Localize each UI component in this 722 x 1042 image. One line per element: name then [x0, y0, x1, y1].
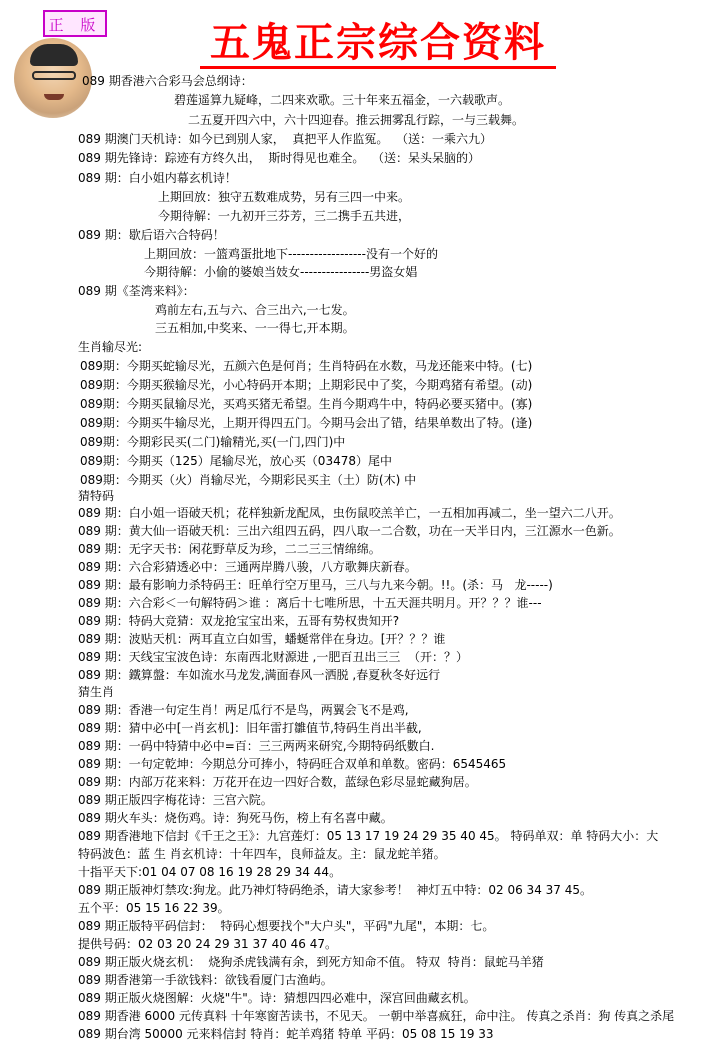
text-line: 今期待解：小偷的婆娘当妓女----------------男盗女娼: [144, 265, 418, 279]
page-title: 五鬼正宗综合资料: [210, 19, 546, 66]
text-line: 089期：今期买（火）肖输尽光，今期彩民买主（土）防(木) 中: [80, 473, 417, 487]
text-line: 十指平天下:01 04 07 08 16 19 28 29 34 44。: [78, 865, 342, 879]
text-line: 碧莲遥算九疑峰，二四来欢歌。三十年来五福金，一六载歌声。: [174, 93, 511, 107]
text-line: 特码波色：蓝 生 肖玄机诗：十年四车，良师益友。主：鼠龙蛇羊猪。: [78, 847, 446, 861]
text-line: 089 期：无字天书：闲花野草反为珍，二二三三情绵绵。: [78, 542, 381, 556]
text-line: 089 期香港六合彩马会总纲诗：: [82, 74, 253, 88]
text-line: 089 期：天线宝宝波色诗：东南西北财源进 ,一肥百丑出三三 （开：？）: [78, 650, 468, 664]
text-line: 089期：今期买猴输尽光，小心特码开本期；上期彩民中了奖，今期鸡猪有希望。(动): [80, 378, 533, 392]
text-line: 089 期正版火烧玄机： 烧狗杀虎钱满有余，到死方知命不值。 特双 特肖：鼠蛇马羊猪: [78, 955, 544, 969]
text-line: 089 期：一句定乾坤：今期总分可捧小，特码旺合双单和单数。密码：6545465: [78, 757, 507, 771]
text-line: 089期：今期买蛇输尽光，五颜六色是何肖；生肖特码在水数，马龙还能来中特。(七): [80, 359, 533, 373]
text-line: 089 期香港地下信封《千王之王》：九宫莲灯：05 13 17 19 24 29 35 40 45。 特码单双：单 特码大小：大: [78, 829, 659, 843]
text-line: 089 期正版神灯禁攻:狗龙。此乃神灯特码绝杀，请大家参考！ 神灯五中特：02 06 34 37 45。: [78, 883, 592, 897]
text-line: 上期回放：一篮鸡蛋批地下------------------没有一个好的: [144, 247, 438, 261]
section-heading: 猜特码: [78, 489, 115, 503]
text-line: 089 期：白小姐一语破天机；花样独新龙配凤，虫伤鼠咬羔羊亡，一五相加再减二，坐一望六二八开。: [78, 506, 621, 520]
text-line: 089 期：最有影响力杀特码王：旺单行空万里马，三八与九来今朝。!!。(杀：马 龙-----): [78, 578, 553, 592]
text-line: 三五相加,中奖来、一一得七,开本期。: [155, 321, 355, 335]
text-line: 089 期：特码大竞猜：双龙抢宝宝出来，五哥有势权贵知开?: [78, 614, 400, 628]
text-line: 二五夏开四六中，六十四迎春。推云拥雾乱行踪，一与三载舞。: [188, 113, 525, 127]
edition-badge: 正 版: [43, 10, 107, 37]
text-line: 089 期：白小姐内幕玄机诗！: [78, 171, 237, 185]
title-underline: [200, 66, 556, 69]
text-line: 089 期澳门天机诗：如今已到别人家， 真把平人作监冤。 （送：一乘六九）: [78, 132, 492, 146]
section-heading: 生肖输尽光:: [78, 340, 143, 354]
text-line: 089 期：香港一句定生肖！两足瓜行不是鸟，两翼会飞不是鸡,: [78, 703, 409, 717]
text-line: 提供号码：02 03 20 24 29 31 37 40 46 47。: [78, 937, 338, 951]
text-line: 089 期香港第一手欲钱料：欲钱看厦门古渔屿。: [78, 973, 333, 987]
text-line: 089 期火车头：烧伤鸡。诗：狗死马伤，榜上有名喜中藏。: [78, 811, 393, 825]
portrait-photo: [14, 38, 92, 118]
text-line: 089 期正版火烧图解：火烧"牛"。诗：猜想四四必难中，深宫回曲藏玄机。: [78, 991, 476, 1005]
section-heading: 猜生肖: [78, 685, 115, 699]
text-line: 鸡前左右,五与六、合三出六,一七发。: [155, 303, 355, 317]
text-line: 089 期：黄大仙一语破天机：三出六组四五码，四八取一二合数，功在一天半日内，三江源水一色新。: [78, 524, 621, 538]
text-line: 089 期：六合彩猜透必中：三通两岸腾八骏，八方歌舞庆新春。: [78, 560, 417, 574]
text-line: 089 期：内部万花来料：万花开在边一四好合数，蓝绿色彩尽显蛇藏狗居。: [78, 775, 477, 789]
text-line: 089 期：一码中特猜中必中=百：三三两两来研究,今期特码纸數白.: [78, 739, 435, 753]
text-line: 089 期先锋诗：踪迹有方终久出， 斯时得见也难全。 （送：呆头呆脑的）: [78, 151, 480, 165]
text-line: 今期待解：一九初开三芬芳，三二携手五共进，: [158, 209, 411, 223]
text-line: 089 期正版特平码信封： 特码心想要找个"大户头"，平码"九尾"，本期：七。: [78, 919, 495, 933]
text-line: 089 期：歇后语六合特码！: [78, 228, 225, 242]
text-line: 089期：今期买牛输尽光，上期开得四五门。今期马会出了错，结果单数出了特。(逢): [80, 416, 533, 430]
text-line: 089 期：鐵算盤：车如流水马龙发,满面春风一洒脱 ,春夏秋冬好远行: [78, 668, 441, 682]
text-line: 五个平：05 15 16 22 39。: [78, 901, 230, 915]
text-line: 089 期《荃湾来料》：: [78, 284, 195, 298]
text-line: 089期：今期买（125）尾输尽光，放心买（03478）尾中: [80, 454, 392, 468]
text-line: 089 期：波贴天机：两耳直立白如雪，蟠蜒常伴在身边。[开？？？谁: [78, 632, 446, 646]
text-line: 089 期：六合彩＜一句解特码＞谁 ：离后十七唯所思，十五天涯共明月。开？？？谁---: [78, 596, 542, 610]
text-line: 089期：今期彩民买(二门)输精光,买(一门,四门)中: [80, 435, 346, 449]
text-line: 089 期香港 6000 元传真料 十年寒窗苦读书，不见天。 一朝中举喜疯狂，命中注。 传真之杀肖：狗 传真之杀尾: [78, 1009, 675, 1023]
text-line: 089 期正版四字梅花诗：三宫六院。: [78, 793, 273, 807]
text-line: 089 期台湾 50000 元来料信封 特肖：蛇羊鸡猪 特单 平码：05 08 15 19 33: [78, 1027, 494, 1041]
text-line: 上期回放：独守五数难成势，另有三四一中来。: [158, 190, 411, 204]
text-line: 089期：今期买鼠输尽光，买鸡买猪无希望。生肖今期鸡牛中，特码必要买猪中。(寡): [80, 397, 533, 411]
text-line: 089 期：猜中必中[一肖玄机]：旧年雷打雛值节,特码生肖出半截,: [78, 721, 422, 735]
